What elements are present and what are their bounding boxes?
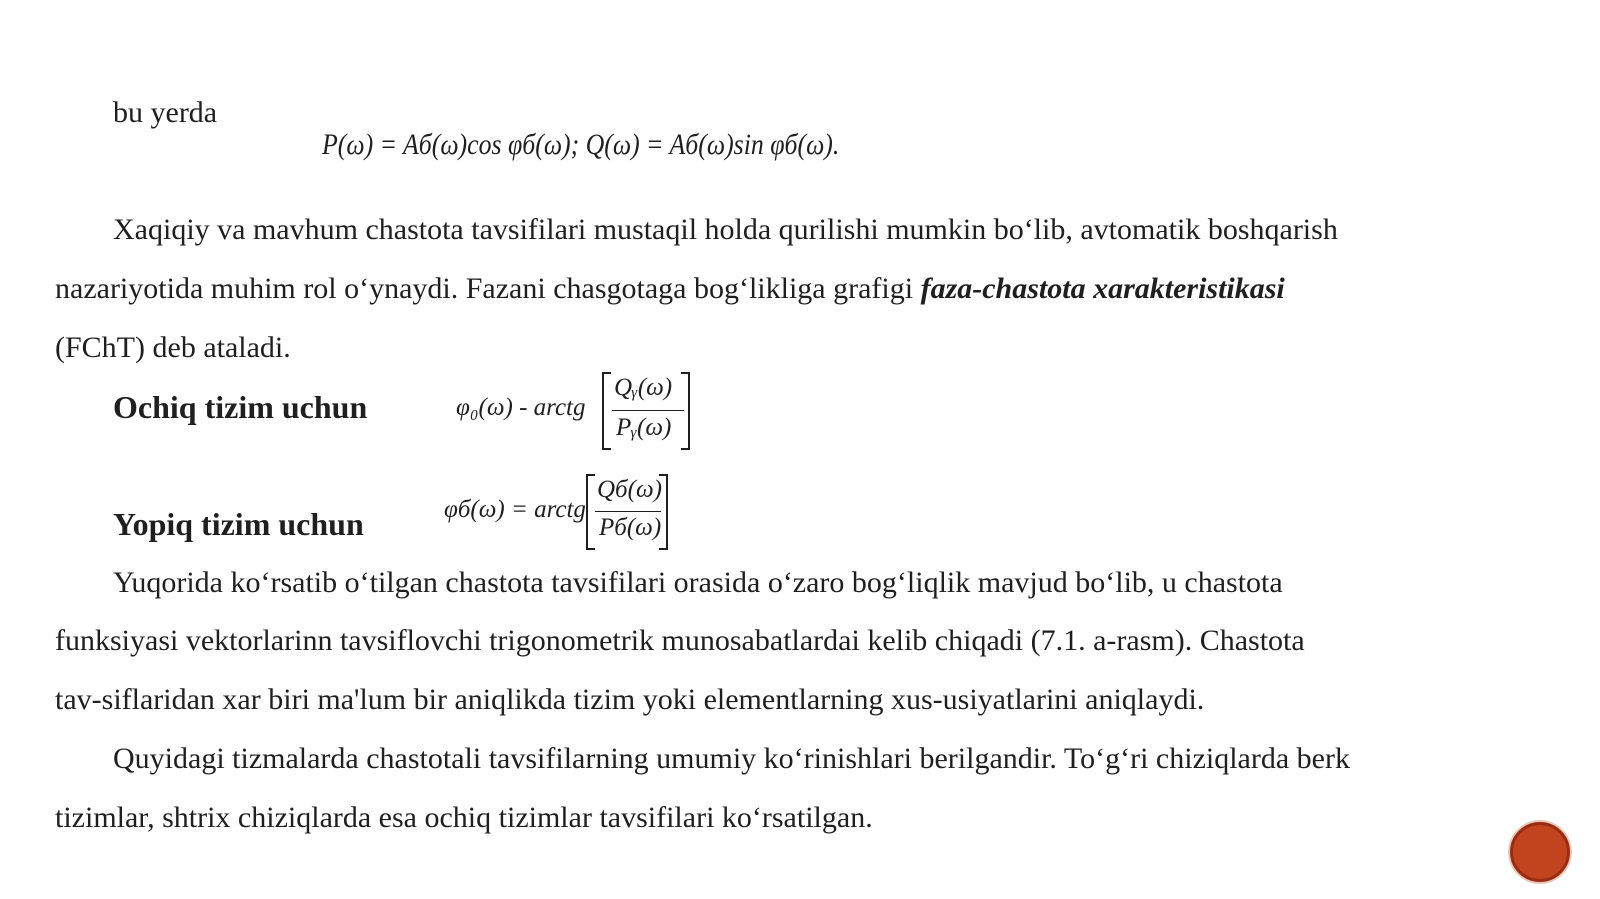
left-bracket-icon xyxy=(586,474,595,550)
open-system-lhs: φ₀(ω) - arctg xyxy=(456,394,586,421)
intro-formula: P(ω) = Aб(ω)cos φб(ω); Q(ω) = Aб(ω)sin φб(ω). xyxy=(322,128,840,161)
closed-system-numerator: Qб(ω) xyxy=(597,476,662,503)
paragraph1-emphasis: faza-chastota xarakteristikasi xyxy=(920,272,1285,305)
open-system-fraction-bar xyxy=(612,410,684,411)
paragraph1-line2-text: nazariyotida muhim rol o‘ynaydi. Fazani chasgotaga bog‘likliga grafigi xyxy=(55,272,921,305)
paragraph3-line2: tizimlar, shtrix chiziqlarda esa ochiq tizimlar tavsifilari ko‘rsatilgan. xyxy=(55,801,873,834)
closed-system-fraction-bar xyxy=(595,511,661,512)
paragraph3-line1: Quyidagi tizmalarda chastotali tavsifilarning umumiy ko‘rinishlari berilgandir. To‘g‘ri chiziqlarda berk xyxy=(113,742,1350,775)
paragraph1-line3: (FChT) deb ataladi. xyxy=(55,331,291,364)
closed-system-lhs: φб(ω) = arctg xyxy=(444,496,586,523)
open-system-numerator: Qᵧ(ω) xyxy=(614,374,673,401)
left-bracket-icon xyxy=(602,372,611,450)
paragraph2-line1: Yuqorida ko‘rsatib o‘tilgan chastota tavsifilari orasida o‘zaro bog‘liqlik mavjud bo‘lib, u chastota xyxy=(113,566,1283,599)
right-bracket-icon xyxy=(659,474,668,550)
intro-label: bu yerda xyxy=(113,96,218,129)
paragraph1-line2 xyxy=(55,271,1285,307)
open-system-denominator: Pᵧ(ω) xyxy=(616,414,672,441)
closed-system-formula xyxy=(444,474,684,554)
paragraph1-line1: Xaqiqiy va mavhum chastota tavsifilari mustaqil holda qurilishi mumkin bo‘lib, avtomatik boshqarish xyxy=(113,213,1338,246)
paragraph2-line2: funksiyasi vektorlarinn tavsiflovchi trigonometrik munosabatlardai kelib chiqadi (7.1. a-rasm). Chastota xyxy=(55,624,1305,657)
open-system-label: Ochiq tizim uchun xyxy=(113,389,368,425)
paragraph2-line3: tav-siflaridan xar biri ma'lum bir aniqlikda tizim yoki elementlarning xus-usiyatlarini aniqlaydi. xyxy=(55,683,1205,716)
open-system-formula xyxy=(456,372,696,452)
circle-nav-icon[interactable] xyxy=(1510,822,1570,882)
closed-system-label: Yopiq tizim uchun xyxy=(113,506,364,542)
right-bracket-icon xyxy=(681,372,690,450)
closed-system-denominator: Pб(ω) xyxy=(599,514,662,541)
